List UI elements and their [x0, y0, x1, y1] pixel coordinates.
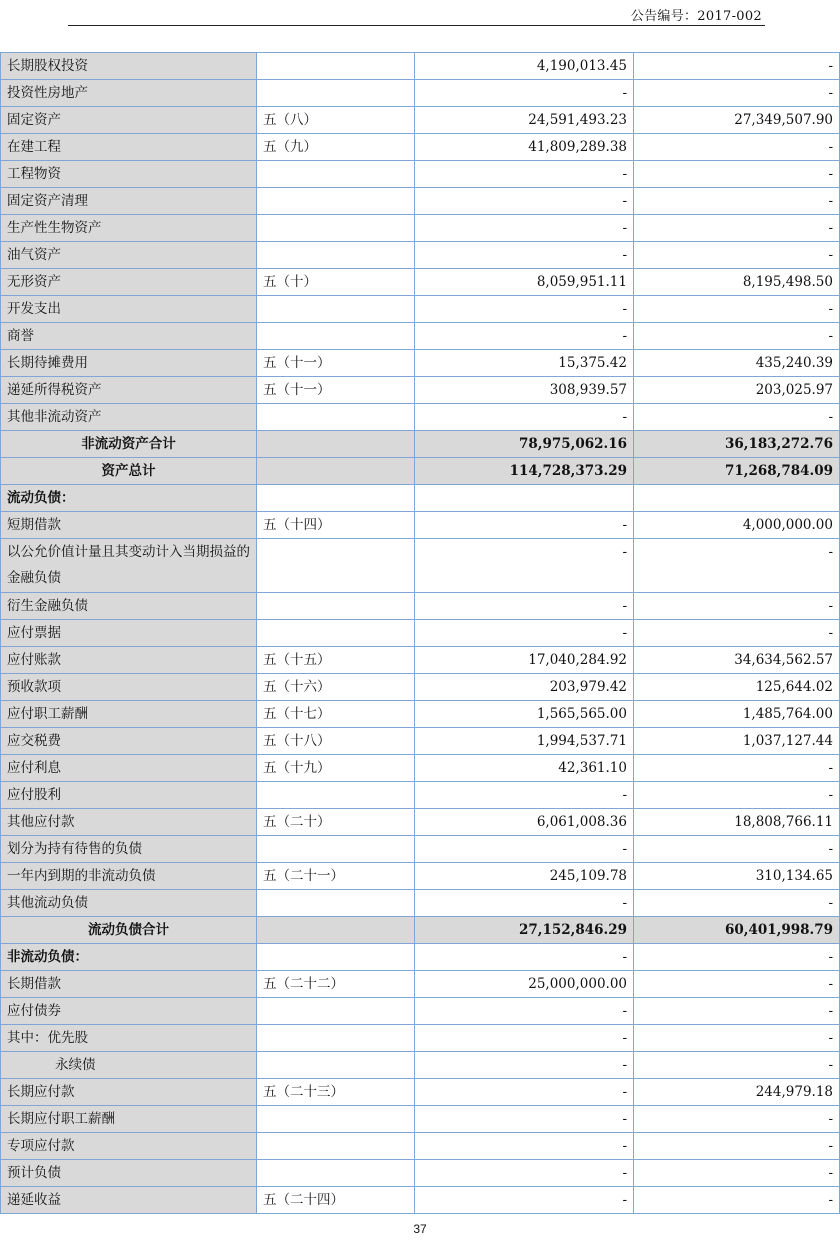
note-cell: [257, 431, 415, 458]
current-period-cell: 24,591,493.23: [415, 107, 634, 134]
table-row: [1, 296, 840, 323]
previous-period-cell: 27,349,507.90: [634, 107, 840, 134]
item-name-cell: 衍生金融负债: [1, 593, 257, 620]
current-period-cell: -: [415, 539, 634, 593]
item-name-cell: 投资性房地产: [1, 80, 257, 107]
table-row: [1, 1106, 840, 1133]
current-period-cell: -: [415, 1052, 634, 1079]
note-cell: [257, 1052, 415, 1079]
item-name-cell: 其中：优先股: [1, 1025, 257, 1052]
item-name-cell: 专项应付款: [1, 1133, 257, 1160]
note-cell: [257, 188, 415, 215]
previous-period-cell: -: [634, 1133, 840, 1160]
previous-period-cell: 71,268,784.09: [634, 458, 840, 485]
page-number: 37: [413, 1222, 427, 1236]
note-cell: [257, 1160, 415, 1187]
table-row: [1, 134, 840, 161]
note-cell: [257, 242, 415, 269]
item-name-cell: 油气资产: [1, 242, 257, 269]
table-row: [1, 917, 840, 944]
current-period-cell: 1,565,565.00: [415, 701, 634, 728]
table-row: [1, 512, 840, 539]
note-cell: 五（十一）: [257, 350, 415, 377]
item-name-cell: 长期待摊费用: [1, 350, 257, 377]
note-cell: 五（十）: [257, 269, 415, 296]
table-row: [1, 863, 840, 890]
table-row: [1, 404, 840, 431]
table-row: [1, 755, 840, 782]
note-cell: 五（十六）: [257, 674, 415, 701]
table-row: [1, 161, 840, 188]
previous-period-cell: 60,401,998.79: [634, 917, 840, 944]
item-name-cell: 工程物资: [1, 161, 257, 188]
item-name-cell: 应交税费: [1, 728, 257, 755]
current-period-cell: -: [415, 890, 634, 917]
current-period-cell: -: [415, 296, 634, 323]
current-period-cell: -: [415, 1079, 634, 1106]
previous-period-cell: -: [634, 755, 840, 782]
current-period-cell: 6,061,008.36: [415, 809, 634, 836]
current-period-cell: -: [415, 215, 634, 242]
note-cell: [257, 323, 415, 350]
item-name-cell: 应付债券: [1, 998, 257, 1025]
previous-period-cell: -: [634, 215, 840, 242]
item-name-cell: 递延收益: [1, 1187, 257, 1214]
item-name-cell: 永续债: [1, 1052, 257, 1079]
table-row: [1, 1187, 840, 1214]
item-name-cell: 划分为持有待售的负债: [1, 836, 257, 863]
item-name-cell: 流动负债合计: [1, 917, 257, 944]
item-name-cell: 商誉: [1, 323, 257, 350]
note-cell: [257, 1133, 415, 1160]
note-cell: 五（十五）: [257, 647, 415, 674]
table-row: [1, 269, 840, 296]
note-cell: [257, 80, 415, 107]
item-name-cell: 预收款项: [1, 674, 257, 701]
previous-period-cell: -: [634, 134, 840, 161]
previous-period-cell: -: [634, 1160, 840, 1187]
note-cell: 五（二十二）: [257, 971, 415, 998]
current-period-cell: 114,728,373.29: [415, 458, 634, 485]
table-row: [1, 998, 840, 1025]
current-period-cell: 17,040,284.92: [415, 647, 634, 674]
previous-period-cell: 1,037,127.44: [634, 728, 840, 755]
note-cell: 五（十七）: [257, 701, 415, 728]
previous-period-cell: -: [634, 161, 840, 188]
note-cell: 五（十八）: [257, 728, 415, 755]
current-period-cell: -: [415, 782, 634, 809]
current-period-cell: 41,809,289.38: [415, 134, 634, 161]
note-cell: 五（二十）: [257, 809, 415, 836]
previous-period-cell: 18,808,766.11: [634, 809, 840, 836]
previous-period-cell: -: [634, 593, 840, 620]
item-name-cell: 一年内到期的非流动负债: [1, 863, 257, 890]
note-cell: [257, 53, 415, 80]
item-name-cell: 非流动负债：: [1, 944, 257, 971]
table-row: [1, 1025, 840, 1052]
item-name-cell: 开发支出: [1, 296, 257, 323]
previous-period-cell: -: [634, 998, 840, 1025]
note-cell: [257, 539, 415, 593]
previous-period-cell: -: [634, 620, 840, 647]
note-cell: [257, 593, 415, 620]
table-row: [1, 1133, 840, 1160]
item-name-cell: 长期应付款: [1, 1079, 257, 1106]
item-name-cell: 应付利息: [1, 755, 257, 782]
item-name-cell: 固定资产: [1, 107, 257, 134]
item-name-cell: 应付职工薪酬: [1, 701, 257, 728]
previous-period-cell: -: [634, 53, 840, 80]
note-cell: 五（九）: [257, 134, 415, 161]
current-period-cell: -: [415, 593, 634, 620]
item-name-cell: 应付账款: [1, 647, 257, 674]
item-name-cell: 长期股权投资: [1, 53, 257, 80]
table-row: [1, 377, 840, 404]
note-cell: [257, 161, 415, 188]
note-cell: [257, 296, 415, 323]
current-period-cell: -: [415, 998, 634, 1025]
table-row: [1, 701, 840, 728]
current-period-cell: -: [415, 1106, 634, 1133]
current-period-cell: 1,994,537.71: [415, 728, 634, 755]
current-period-cell: -: [415, 1133, 634, 1160]
table-row: [1, 53, 840, 80]
note-cell: [257, 458, 415, 485]
table-row: [1, 242, 840, 269]
current-period-cell: 15,375.42: [415, 350, 634, 377]
item-name-cell: 其他非流动资产: [1, 404, 257, 431]
item-name-cell: 流动负债：: [1, 485, 257, 512]
previous-period-cell: -: [634, 836, 840, 863]
current-period-cell: [415, 485, 634, 512]
announcement-number: 公告编号：2017-002: [630, 9, 762, 24]
table-row: [1, 647, 840, 674]
table-row: [1, 215, 840, 242]
previous-period-cell: -: [634, 1106, 840, 1133]
table-row: [1, 944, 840, 971]
table-row: [1, 620, 840, 647]
item-name-cell: 非流动资产合计: [1, 431, 257, 458]
previous-period-cell: 244,979.18: [634, 1079, 840, 1106]
note-cell: [257, 836, 415, 863]
current-period-cell: -: [415, 620, 634, 647]
current-period-cell: 203,979.42: [415, 674, 634, 701]
table-row: [1, 107, 840, 134]
current-period-cell: -: [415, 323, 634, 350]
previous-period-cell: -: [634, 242, 840, 269]
item-name-cell: 短期借款: [1, 512, 257, 539]
previous-period-cell: 310,134.65: [634, 863, 840, 890]
table-row: [1, 890, 840, 917]
note-cell: 五（二十四）: [257, 1187, 415, 1214]
item-name-cell: 以公允价值计量且其变动计入当期损益的金融负债: [1, 539, 257, 593]
current-period-cell: -: [415, 944, 634, 971]
note-cell: 五（八）: [257, 107, 415, 134]
item-name-cell: 递延所得税资产: [1, 377, 257, 404]
current-period-cell: 25,000,000.00: [415, 971, 634, 998]
item-name-cell: 应付票据: [1, 620, 257, 647]
table-row: [1, 80, 840, 107]
current-period-cell: 245,109.78: [415, 863, 634, 890]
current-period-cell: -: [415, 1187, 634, 1214]
note-cell: [257, 917, 415, 944]
previous-period-cell: 36,183,272.76: [634, 431, 840, 458]
table-row: [1, 809, 840, 836]
current-period-cell: 308,939.57: [415, 377, 634, 404]
note-cell: [257, 404, 415, 431]
previous-period-cell: 4,000,000.00: [634, 512, 840, 539]
previous-period-cell: 1,485,764.00: [634, 701, 840, 728]
note-cell: 五（二十三）: [257, 1079, 415, 1106]
current-period-cell: -: [415, 242, 634, 269]
item-name-cell: 资产总计: [1, 458, 257, 485]
table-row: [1, 674, 840, 701]
previous-period-cell: -: [634, 782, 840, 809]
previous-period-cell: -: [634, 1187, 840, 1214]
item-name-cell: 无形资产: [1, 269, 257, 296]
note-cell: [257, 944, 415, 971]
previous-period-cell: 203,025.97: [634, 377, 840, 404]
item-name-cell: 固定资产清理: [1, 188, 257, 215]
previous-period-cell: [634, 485, 840, 512]
current-period-cell: -: [415, 1025, 634, 1052]
item-name-cell: 长期借款: [1, 971, 257, 998]
current-period-cell: 8,059,951.11: [415, 269, 634, 296]
item-name-cell: 应付股利: [1, 782, 257, 809]
table-row: [1, 458, 840, 485]
current-period-cell: -: [415, 404, 634, 431]
item-name-cell: 其他应付款: [1, 809, 257, 836]
previous-period-cell: -: [634, 539, 840, 593]
item-name-cell: 长期应付职工薪酬: [1, 1106, 257, 1133]
note-cell: [257, 782, 415, 809]
previous-period-cell: -: [634, 1025, 840, 1052]
balance-sheet-table: [0, 52, 840, 1214]
previous-period-cell: 8,195,498.50: [634, 269, 840, 296]
table-row: [1, 1079, 840, 1106]
previous-period-cell: -: [634, 188, 840, 215]
table-row: [1, 431, 840, 458]
note-cell: 五（二十一）: [257, 863, 415, 890]
previous-period-cell: -: [634, 971, 840, 998]
note-cell: [257, 620, 415, 647]
table-row: [1, 323, 840, 350]
table-row: [1, 728, 840, 755]
current-period-cell: 4,190,013.45: [415, 53, 634, 80]
previous-period-cell: -: [634, 323, 840, 350]
previous-period-cell: 435,240.39: [634, 350, 840, 377]
note-cell: [257, 485, 415, 512]
current-period-cell: -: [415, 161, 634, 188]
previous-period-cell: -: [634, 80, 840, 107]
table-row: [1, 593, 840, 620]
current-period-cell: -: [415, 1160, 634, 1187]
table-row: [1, 971, 840, 998]
previous-period-cell: -: [634, 296, 840, 323]
note-cell: [257, 998, 415, 1025]
note-cell: [257, 890, 415, 917]
table-row: [1, 1052, 840, 1079]
note-cell: 五（十九）: [257, 755, 415, 782]
current-period-cell: 27,152,846.29: [415, 917, 634, 944]
previous-period-cell: -: [634, 944, 840, 971]
current-period-cell: 42,361.10: [415, 755, 634, 782]
current-period-cell: 78,975,062.16: [415, 431, 634, 458]
current-period-cell: -: [415, 512, 634, 539]
table-row: [1, 782, 840, 809]
table-row: [1, 539, 840, 593]
previous-period-cell: -: [634, 1052, 840, 1079]
current-period-cell: -: [415, 836, 634, 863]
previous-period-cell: -: [634, 404, 840, 431]
table-row: [1, 350, 840, 377]
table-row: [1, 188, 840, 215]
previous-period-cell: 34,634,562.57: [634, 647, 840, 674]
table-row: [1, 485, 840, 512]
balance-sheet-body: [1, 53, 840, 1214]
current-period-cell: -: [415, 80, 634, 107]
item-name-cell: 其他流动负债: [1, 890, 257, 917]
previous-period-cell: -: [634, 890, 840, 917]
table-row: [1, 836, 840, 863]
current-period-cell: -: [415, 188, 634, 215]
item-name-cell: 在建工程: [1, 134, 257, 161]
previous-period-cell: 125,644.02: [634, 674, 840, 701]
item-name-cell: 生产性生物资产: [1, 215, 257, 242]
item-name-cell: 预计负债: [1, 1160, 257, 1187]
note-cell: 五（十四）: [257, 512, 415, 539]
table-row: [1, 1160, 840, 1187]
note-cell: [257, 1025, 415, 1052]
note-cell: 五（十一）: [257, 377, 415, 404]
note-cell: [257, 1106, 415, 1133]
note-cell: [257, 215, 415, 242]
header-divider: [68, 25, 765, 26]
